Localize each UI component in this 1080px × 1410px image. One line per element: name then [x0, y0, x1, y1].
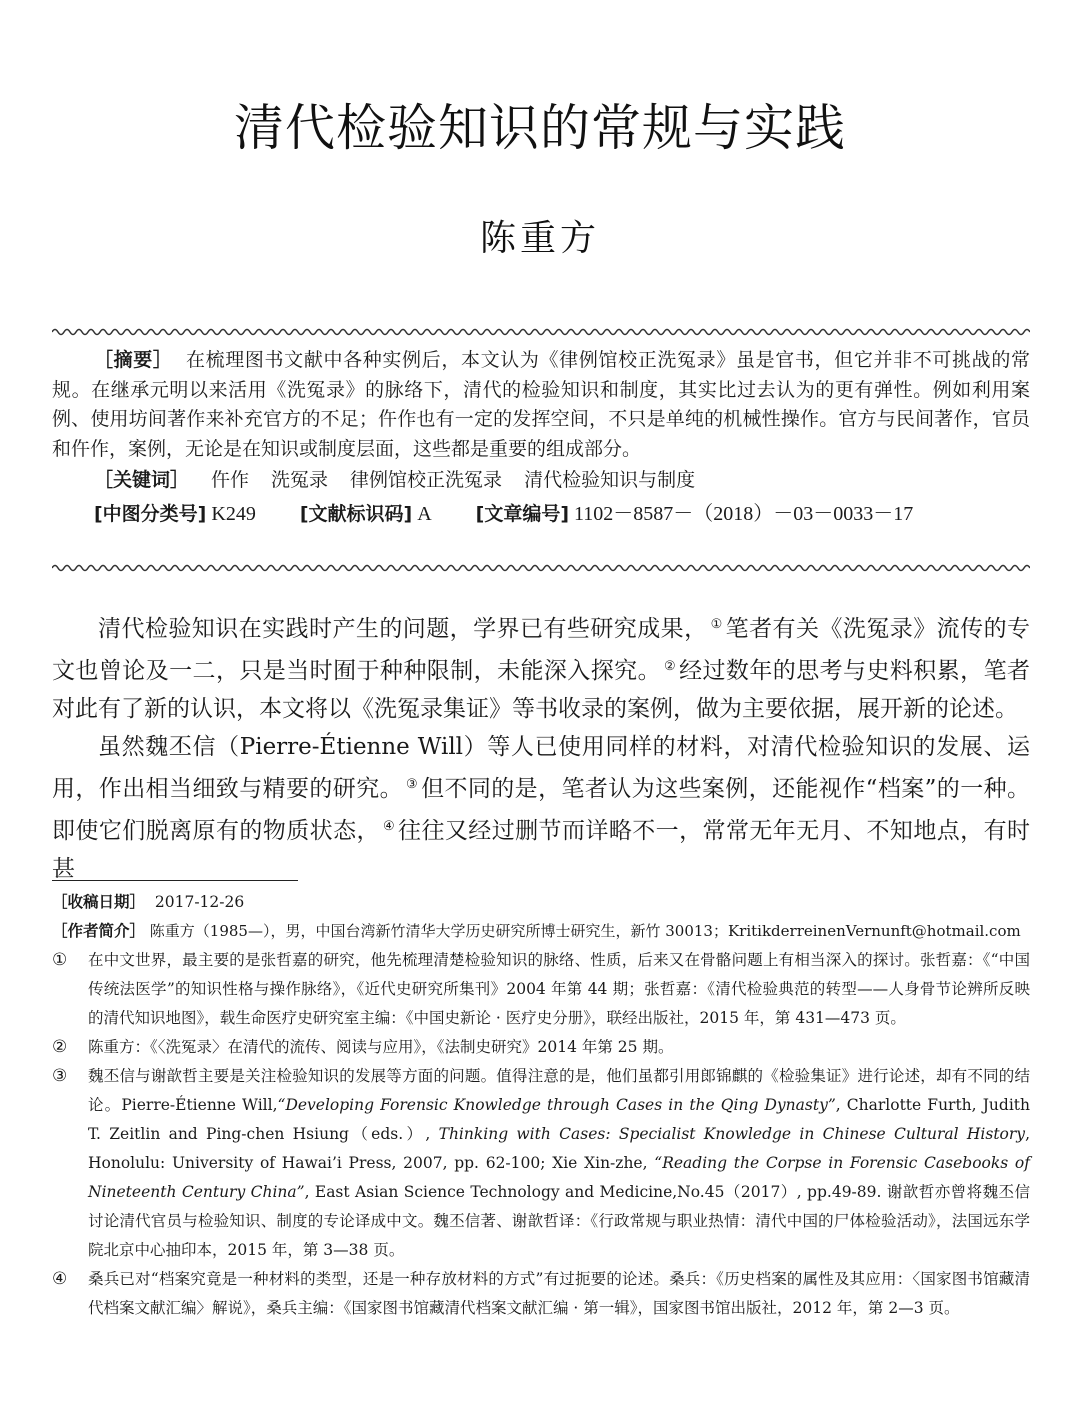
keyword: 仵作	[211, 469, 250, 491]
clc-label: [中图分类号]	[94, 502, 207, 525]
article-number-label: [文章编号]	[475, 502, 570, 525]
doc-code-value: A	[417, 502, 432, 525]
keywords-label: ［关键词］	[94, 469, 190, 491]
footnote-4	[52, 1265, 1030, 1323]
footnote-text-part: 魏丕信与谢歆哲主要是关注检验知识的发展等方面的问题。值得注意的是，他们虽都引用郎锦麒的《检验集证》进行论述，却有不同的结论。Pierre-Étienne Will,	[88, 1067, 1030, 1114]
keywords-line	[52, 466, 1030, 496]
footnote-mark: ②	[52, 1037, 68, 1057]
body-paragraph-2	[52, 728, 1030, 888]
body-text: 清代检验知识在实践时产生的问题，学界已有些研究成果，	[98, 616, 708, 642]
doc-code-label: [文献标识码]	[299, 502, 413, 525]
footnote-mark: ④	[52, 1269, 68, 1289]
keyword: 洗冤录	[271, 469, 329, 491]
bio-label: ［作者简介］	[52, 922, 146, 940]
body-paragraph-1	[52, 606, 1030, 728]
article-number-value: 1102－8587－（2018）－03－0033－17	[574, 502, 914, 525]
footnote-title-italic: “Reading the Corpse in Forensic Casebooks of Nineteenth Century China”	[88, 1154, 1030, 1201]
body-text: 往往又经过删节而详略不一，常常无年无月、不知地点，有时甚	[52, 818, 1031, 882]
footnote-text: 桑兵已对“档案究竟是一种材料的类型，还是一种存放材料的方式”有过扼要的论述。桑兵：《历史档案的属性及其应用：〈国家图书馆藏清代档案文献汇编〉解说》，桑兵主编：《国家图书馆藏清代档案文献汇编 · 第一辑》，国家图书馆出版社，2012 年，第 2—3 页。	[88, 1270, 1030, 1317]
top-wavy-divider	[52, 326, 1030, 338]
footnote-1	[52, 946, 1030, 1033]
footnote-2	[52, 1033, 1030, 1062]
footnote-text-part: , Charlotte Furth, Judith T. Zeitlin and Ping-chen Hsiung（eds.）,	[88, 1096, 1030, 1143]
author-name: 陈重方	[479, 218, 600, 259]
footnote-text-part: , Honolulu: University of Hawai’i Press, 2007, pp. 62-100; Xie Xin-zhe,	[88, 1125, 1030, 1172]
abstract-label: ［摘要］	[94, 349, 173, 371]
footnote-text-part: , East Asian Science Technology and Medicine,No.45（2017）, pp.49-89. 谢歆哲亦曾将魏丕信讨论清代官员与检验知识、制度的专论译成中文。魏丕信著、谢歆哲译：《行政常规与职业热情：清代中国的尸体检验活动》，法国远东学院北京中心抽印本，2015 年，第 3—38 页。	[88, 1183, 1031, 1259]
received-value: 2017-12-26	[154, 893, 245, 911]
footnote-ref[interactable]: ①	[710, 617, 723, 632]
author-bio	[52, 917, 1030, 946]
body-text: 经过数年的思考与史料积累，笔者对此有了新的认识，本文将以《洗冤录集证》等书收录的案例，做为主要依据，展开新的论述。	[52, 658, 1031, 722]
footnote-mark: ①	[52, 950, 68, 970]
footnote-separator	[52, 880, 298, 881]
article-title: 清代检验知识的常规与实践	[234, 99, 846, 157]
bottom-wavy-divider	[52, 562, 1030, 574]
clc-value: K249	[211, 502, 256, 525]
body-text: 但不同的是，笔者认为这些案例，还能视作“档案”的一种。即使它们脱离原有的物质状态，	[52, 776, 1031, 844]
footnote-ref[interactable]: ③	[406, 777, 419, 792]
body-text: 虽然魏丕信（Pierre-Étienne Will）等人已使用同样的材料，对清代检验知识的发展、运用，作出相当细致与精要的研究。	[52, 734, 1030, 802]
footnote-mark: ③	[52, 1066, 68, 1086]
footnote-text	[88, 1062, 1030, 1265]
footnote-title-italic: “Developing Forensic Knowledge through Cases in the Qing Dynasty”	[277, 1096, 836, 1114]
footnote-ref[interactable]: ②	[664, 659, 677, 674]
received-date	[52, 888, 1030, 917]
bio-value: 陈重方（1985—），男，中国台湾新竹清华大学历史研究所博士研究生，新竹 30013；KritikderreinenVernunft@hotmail.com	[149, 922, 1021, 940]
footnote-ref[interactable]: ④	[382, 819, 396, 834]
keyword: 清代检验知识与制度	[524, 469, 696, 491]
footnote-text: 在中文世界，最主要的是张哲嘉的研究，他先梳理清楚检验知识的脉络、性质，后来又在骨骼问题上有相当深入的探讨。张哲嘉：《“中国传统法医学”的知识性格与操作脉络》，《近代史研究所集刊》2004 年第 44 期；张哲嘉：《清代检验典范的转型——人身骨节论辨所反映的清代知识地图》，载生命医疗史研究室主编：《中国史新论 · 医疗史分册》，联经出版社，2015 年，第 431—473 页。	[88, 951, 1030, 1027]
body-text: 笔者有关《洗冤录》流传的专文也曾论及一二，只是当时囿于种种限制，未能深入探究。	[52, 616, 1031, 684]
abstract-paragraph	[52, 346, 1030, 464]
abstract-text: 在梳理图书文献中各种实例后，本文认为《律例馆校正洗冤录》虽是官书，但它并非不可挑战的常规。在继承元明以来活用《洗冤录》的脉络下，清代的检验知识和制度，其实比过去认为的更有弹性。例如利用案例、使用坊间著作来补充官方的不足；仵作也有一定的发挥空间，不只是单纯的机械性操作。官方与民间著作，官员和仵作，案例，无论是在知识或制度层面，这些都是重要的组成部分。	[52, 349, 1030, 460]
classification-line	[52, 500, 1030, 530]
main-body	[52, 606, 1030, 888]
keyword: 律例馆校正洗冤录	[350, 469, 503, 491]
footnotes-block	[52, 888, 1030, 1323]
footnote-title-italic: Thinking with Cases: Specialist Knowledge in Chinese Cultural History	[438, 1125, 1026, 1143]
footnote-3	[52, 1062, 1030, 1265]
abstract-block	[52, 346, 1030, 529]
footnote-text: 陈重方：《〈洗冤录〉在清代的流传、阅读与应用》，《法制史研究》2014 年第 25 期。	[88, 1038, 674, 1056]
received-label: ［收稿日期］	[52, 893, 146, 911]
